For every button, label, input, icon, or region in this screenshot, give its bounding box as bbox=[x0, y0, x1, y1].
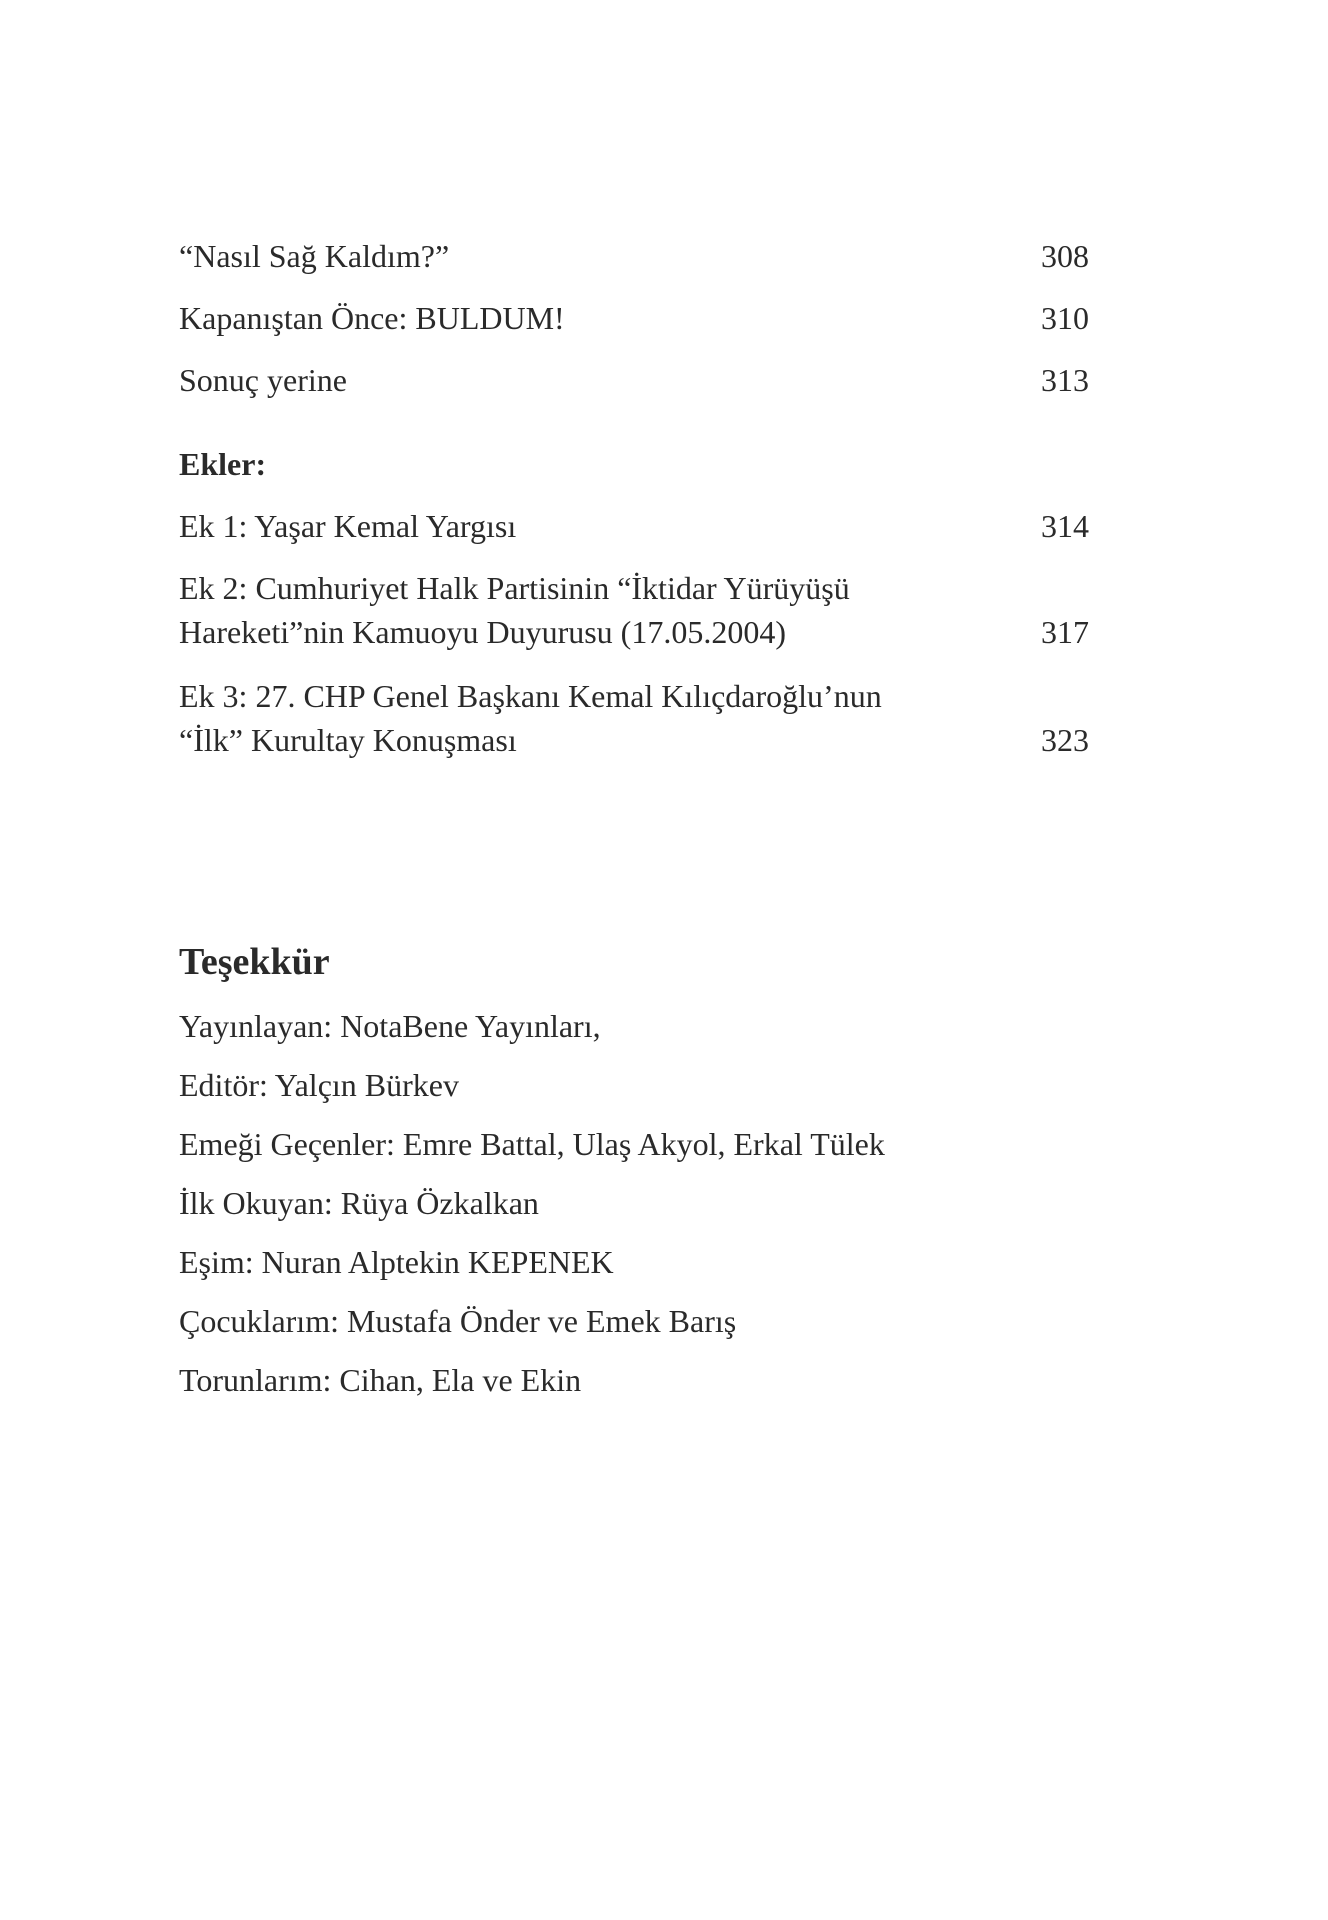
appendix-entry-line: Hareketi”nin Kamuoyu Duyurusu (17.05.2004) bbox=[179, 614, 786, 650]
appendix-entry-line: Ek 1: Yaşar Kemal Yargısı bbox=[179, 508, 517, 544]
acknowledgement-line: Torunlarım: Cihan, Ela ve Ekin bbox=[179, 1362, 582, 1398]
appendix-entry-page: 317 bbox=[1041, 614, 1089, 650]
acknowledgement-line: İlk Okuyan: Rüya Özkalkan bbox=[179, 1185, 539, 1221]
appendix-entry bbox=[179, 566, 1089, 654]
toc-entry bbox=[179, 358, 1089, 402]
acknowledgement-line: Editör: Yalçın Bürkev bbox=[179, 1067, 459, 1103]
acknowledgements-title: Teşekkür bbox=[179, 941, 330, 983]
appendix-heading: Ekler: bbox=[179, 446, 267, 482]
appendix-entry-title bbox=[179, 566, 850, 654]
toc-entry-title: Kapanıştan Önce: BULDUM! bbox=[179, 300, 565, 336]
acknowledgement-line: Yayınlayan: NotaBene Yayınları, bbox=[179, 1008, 601, 1044]
appendix-entry-line: “İlk” Kurultay Konuşması bbox=[179, 722, 517, 758]
toc-entry-title: Sonuç yerine bbox=[179, 362, 347, 398]
appendix-entry bbox=[179, 504, 1089, 548]
appendix-entry-page: 314 bbox=[1041, 508, 1089, 544]
appendix-entry-line: Ek 3: 27. CHP Genel Başkanı Kemal Kılıçdaroğlu’nun bbox=[179, 678, 882, 714]
toc-entry-page: 313 bbox=[1041, 362, 1089, 398]
toc-entry-title: “Nasıl Sağ Kaldım?” bbox=[179, 238, 450, 274]
appendix-entry-page: 323 bbox=[1041, 722, 1089, 758]
appendix-entry bbox=[179, 674, 1089, 762]
acknowledgement-line: Emeği Geçenler: Emre Battal, Ulaş Akyol, Erkal Tülek bbox=[179, 1126, 885, 1162]
toc-entry bbox=[179, 296, 1089, 340]
acknowledgement-line: Eşim: Nuran Alptekin KEPENEK bbox=[179, 1244, 614, 1280]
appendix-entry-line: Ek 2: Cumhuriyet Halk Partisinin “İktidar Yürüyüşü bbox=[179, 570, 850, 606]
appendix-entry-title bbox=[179, 504, 516, 548]
toc-entry bbox=[179, 234, 1089, 278]
toc-entry-page: 308 bbox=[1041, 238, 1089, 274]
toc-entry-page: 310 bbox=[1041, 300, 1089, 336]
appendix-entry-title bbox=[179, 674, 882, 762]
acknowledgement-line: Çocuklarım: Mustafa Önder ve Emek Barış bbox=[179, 1303, 737, 1339]
